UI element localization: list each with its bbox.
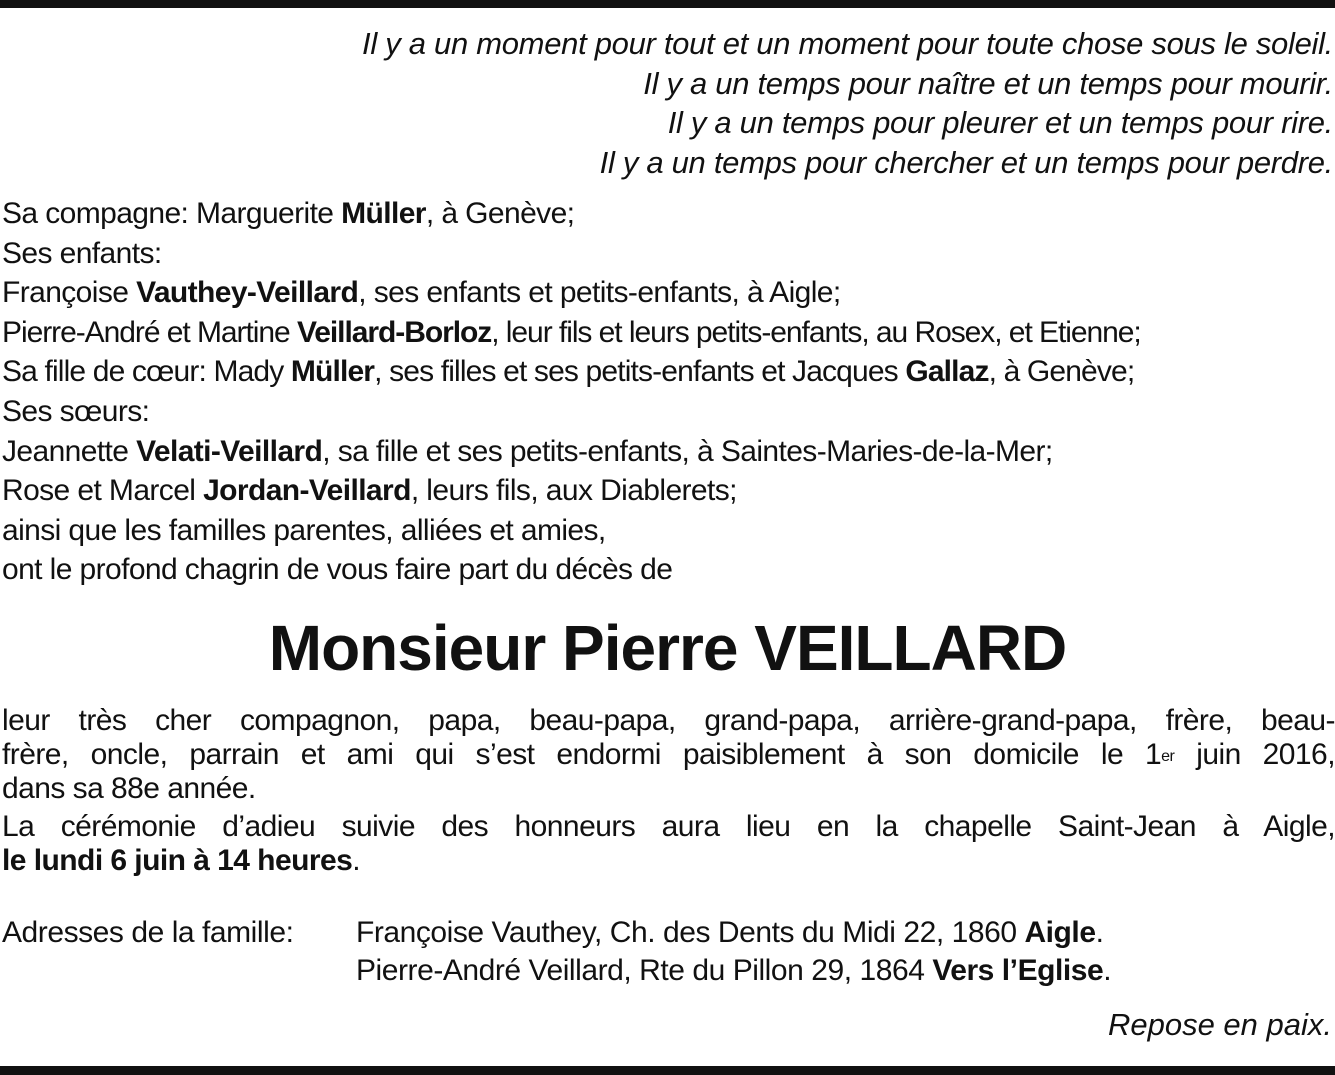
quote-line: Il y a un temps pour pleurer et un temps pour rire. (667, 105, 1333, 140)
family-name-bold: Jordan-Veillard (203, 474, 411, 508)
family-list (2, 194, 1335, 590)
bottom-border-rule (0, 1066, 1335, 1075)
family-name-bold: Vauthey-Veillard (136, 276, 359, 310)
quote-line: Il y a un temps pour naître et un temps pour mourir. (643, 65, 1333, 101)
family-line-announcement: ont le profond chagrin de vous faire part du décès de (2, 553, 673, 587)
ceremony-date-line: le lundi 6 juin à 14 heures. (2, 844, 361, 877)
family-addresses (2, 914, 1335, 990)
family-line-relatives: ainsi que les familles parentes, alliées et amies, (2, 513, 606, 547)
address-town: Vers l’Eglise (932, 954, 1104, 987)
family-name-bold: Müller (341, 197, 426, 230)
family-line-children-heading: Ses enfants: (2, 236, 162, 270)
opening-quote (33, 24, 1333, 182)
family-name-bold: Veillard-Borloz (296, 315, 492, 349)
family-line-child-2: Pierre-André et Martine Veillard-Borloz, leur fils et leurs petits-enfants, au Rosex, et Etienne; (2, 315, 1141, 349)
family-line-sister-2: Rose et Marcel Jordan-Veillard, leurs fils, aux Diablerets; (2, 474, 737, 508)
family-line-companion: Sa compagne: Marguerite Müller, à Genève; (2, 197, 575, 230)
family-line-sister-1: Jeannette Velati-Veillard, sa fille et ses petits-enfants, à Saintes-Maries-de-la-Mer; (2, 434, 1053, 468)
obituary-body (2, 704, 1335, 878)
quote-line: Il y a un moment pour tout et un moment pour toute chose sous le soleil. (362, 26, 1333, 61)
ordinal-superscript: er (1161, 748, 1175, 765)
quote-line: Il y a un temps pour chercher et un temps pour perdre. (599, 144, 1333, 180)
address-label: Adresses de la famille: (2, 916, 294, 949)
closing-phrase: Repose en paix. (1107, 1007, 1332, 1042)
body-line: leur très cher compagnon, papa, beau-papa, grand-papa, arrière-grand-papa, frère, beau- (2, 704, 1335, 737)
address-row-1: Adresses de la famille: Françoise Vauthey, Ch. des Dents du Midi 22, 1860 Aigle. (2, 914, 1335, 952)
deceased-name: Monsieur Pierre VEILLARD (268, 612, 1067, 684)
family-name-bold: Gallaz (905, 355, 989, 389)
family-line-child-1: Françoise Vauthey-Veillard, ses enfants et petits-enfants, à Aigle; (2, 276, 841, 310)
family-name-bold: Velati-Veillard (136, 434, 323, 468)
address-town: Aigle (1024, 916, 1096, 949)
address-row-2: Pierre-André Veillard, Rte du Pillon 29, 1864 Vers l’Eglise. (356, 954, 1112, 987)
ceremony-line: La cérémonie d’adieu suivie des honneurs aura lieu en la chapelle Saint-Jean à Aigle, (2, 810, 1335, 843)
family-line-heart-daughter: Sa fille de cœur: Mady Müller, ses filles et ses petits-enfants et Jacques Gallaz, à Genève; (2, 355, 1135, 389)
family-line-sisters-heading: Ses sœurs: (2, 394, 150, 428)
ceremony-date: le lundi 6 juin à 14 heures (2, 844, 353, 877)
family-name-bold: Müller (290, 355, 375, 389)
body-line: dans sa 88e année. (2, 772, 256, 805)
top-border-rule (0, 0, 1335, 8)
body-line: frère, oncle, parrain et ami qui s’est endormi paisiblement à son domicile le 1er juin 2016, (2, 738, 1335, 771)
